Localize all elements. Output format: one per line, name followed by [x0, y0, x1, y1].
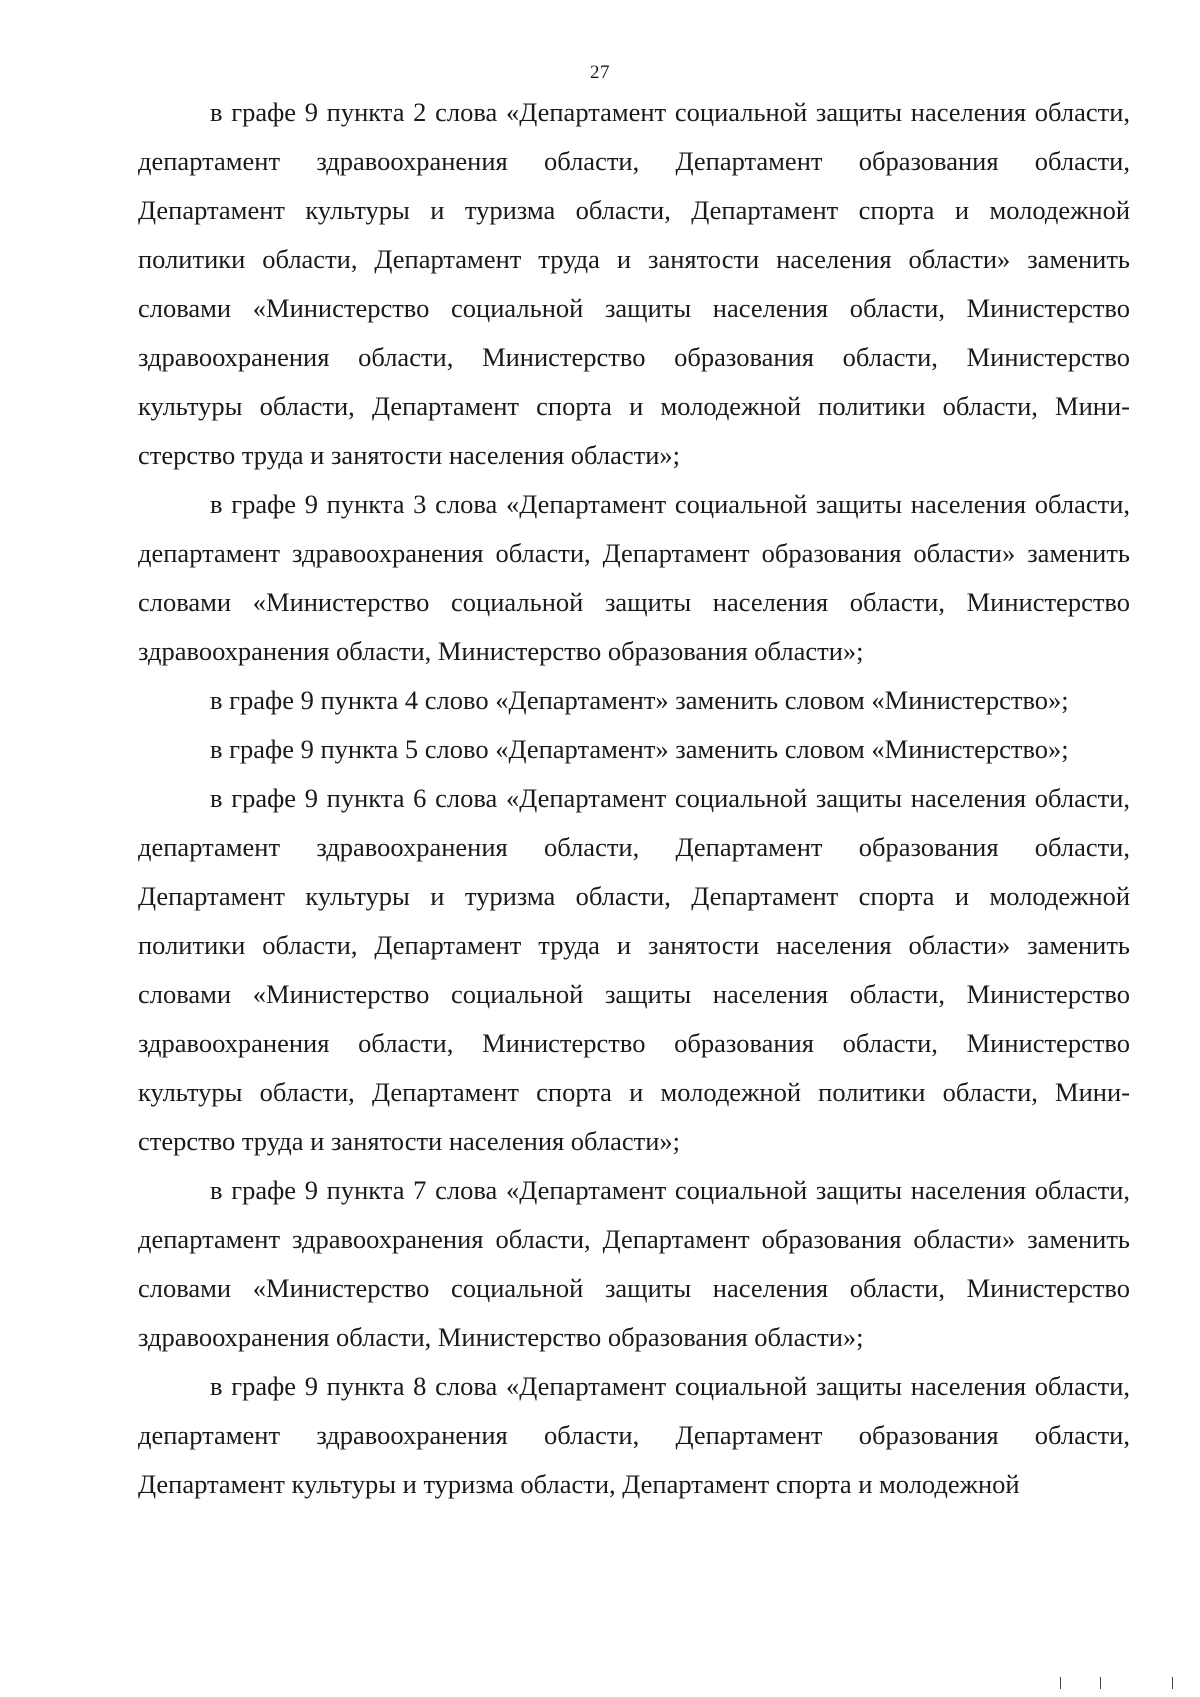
scan-artifact-mark	[1100, 1677, 1101, 1689]
paragraph-item-4: в графе 9 пункта 4 слово «Департамент» заменить словом «Министерство»;	[210, 685, 1069, 715]
scan-artifact-mark	[1060, 1677, 1061, 1689]
page-number: 27	[590, 62, 610, 83]
document-body	[138, 88, 1130, 1509]
paragraph-item-2: в графе 9 пункта 2 слова «Департамент социальной защиты населения области, департамент здравоохранения области, Департамент образования области, Департамент культуры и туризма области, Департамент спорта и молодежной политики области, Департамент труда и занятости населения области» заменить словами «Министерство социальной защиты населения области, Министерство здравоохранения области, Министерство образования области, Министерство культуры области, Департамент спорта и молодежной политики области, Министерство труда и занятости населения области»;	[138, 97, 1130, 470]
scan-artifact-mark	[1172, 1677, 1173, 1689]
paragraph-item-5: в графе 9 пункта 5 слово «Департамент» заменить словом «Министерство»;	[210, 734, 1069, 764]
paragraph-item-6: в графе 9 пункта 6 слова «Департамент социальной защиты населения области, департамент здравоохранения области, Департамент образования области, Департамент культуры и туризма области, Департамент спорта и молодежной политики области, Департамент труда и занятости населения области» заменить словами «Министерство социальной защиты населения области, Министерство здравоохранения области, Министерство образования области, Министерство культуры области, Департамент спорта и молодежной политики области, Министерство труда и занятости населения области»;	[138, 783, 1130, 1156]
paragraph-item-3: в графе 9 пункта 3 слова «Департамент социальной защиты населения области, департамент здравоохранения области, Департамент образования области» заменить словами «Министерство социальной защиты населения области, Министерство здравоохранения области, Министерство образования области»;	[138, 489, 1130, 666]
paragraph-item-8: в графе 9 пункта 8 слова «Департамент социальной защиты населения области, департамент здравоохранения области, Департамент образования области, Департамент культуры и туризма области, Департамент спорта и молодежной	[138, 1371, 1130, 1499]
paragraph-item-7: в графе 9 пункта 7 слова «Департамент социальной защиты населения области, департамент здравоохранения области, Департамент образования области» заменить словами «Министерство социальной защиты населения области, Министерство здравоохранения области, Министерство образования области»;	[138, 1175, 1130, 1352]
